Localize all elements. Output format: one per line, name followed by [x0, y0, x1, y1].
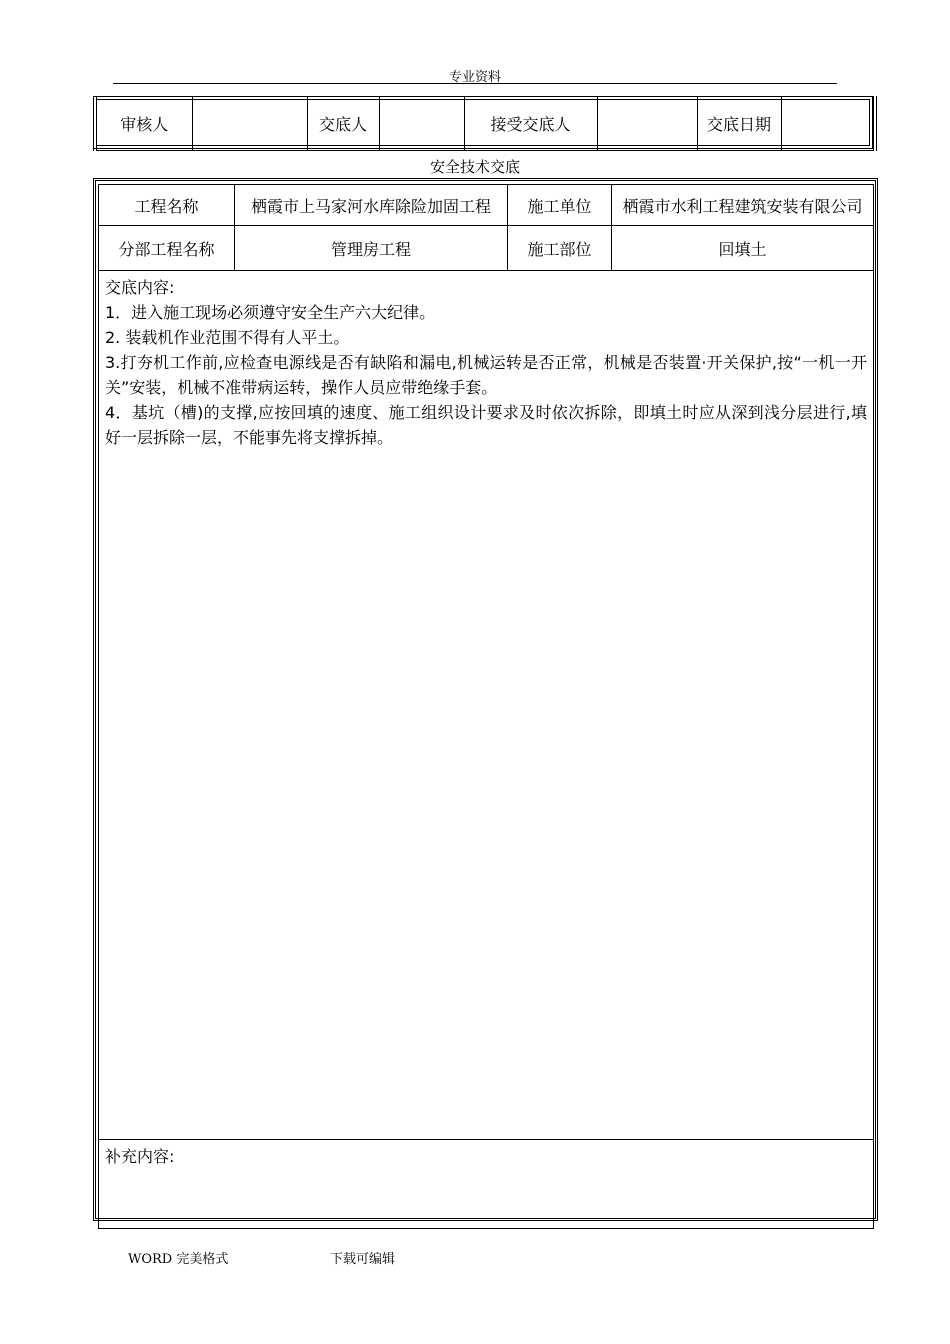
discloser-label: 交底人 [307, 97, 379, 151]
page-header-label: 专业资料 [448, 70, 501, 85]
location-value: 回填土 [612, 226, 874, 271]
location-label: 施工部位 [508, 226, 612, 271]
disclosure-table [98, 184, 874, 1229]
sub-project-value: 管理房工程 [235, 226, 508, 271]
content-item: 1．进入施工现场必须遵守安全生产六大纪律。 [105, 303, 436, 322]
content-item: 3.打夯机工作前,应检查电源线是否有缺陷和漏电,机械运转是否正常，机械是否装置·开关保护,按“一机一开关”安装，机械不准带病运转，操作人员应带绝缘手套。 [105, 353, 867, 397]
contractor-value: 栖霞市水利工程建筑安装有限公司 [612, 185, 874, 226]
document-title: 安全技术交底 [429, 158, 520, 176]
supplement-heading: 补充内容: [105, 1147, 175, 1166]
contractor-label: 施工单位 [508, 185, 612, 226]
sub-project-label: 分部工程名称 [99, 226, 235, 271]
footer-left: WORD 完美格式 [128, 1252, 229, 1267]
supplement-content [99, 1140, 874, 1229]
header-divider [113, 83, 837, 84]
date-label: 交底日期 [697, 97, 781, 151]
disclosure-content [99, 271, 874, 1140]
footer-right: 下载可编辑 [330, 1252, 396, 1267]
content-item: 4．基坑（槽)的支撑,应按回填的速度、施工组织设计要求及时依次拆除，即填土时应从深到浅分层进行,填好一层拆除一层，不能事先将支撑拆掉。 [105, 403, 867, 447]
content-heading: 交底内容: [105, 278, 175, 297]
project-name-value: 栖霞市上马家河水库除险加固工程 [235, 185, 508, 226]
receiver-label: 接受交底人 [464, 97, 597, 151]
reviewer-label: 审核人 [95, 97, 192, 151]
project-name-label: 工程名称 [99, 185, 235, 226]
content-item: 2. 装载机作业范围不得有人平土。 [105, 328, 350, 347]
sign-table-frame [93, 96, 873, 149]
